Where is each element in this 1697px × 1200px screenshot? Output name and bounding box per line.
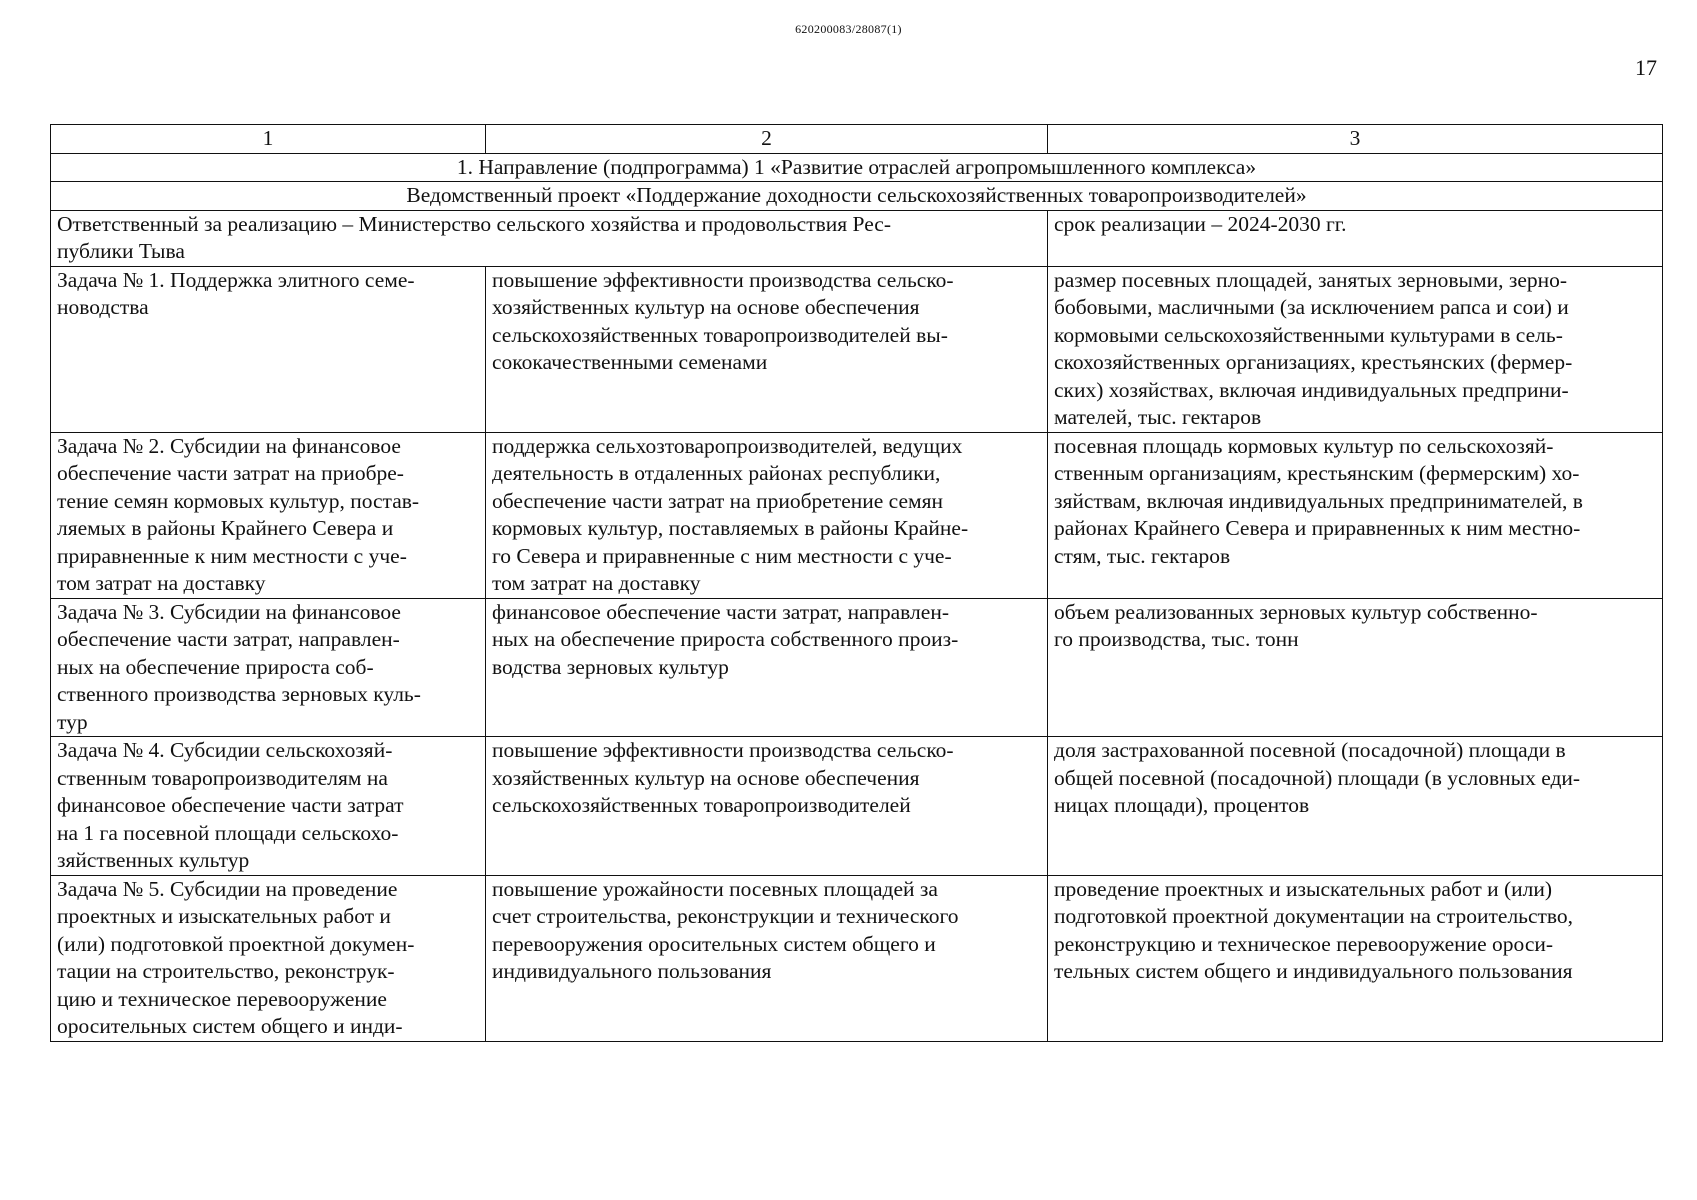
effect-cell: повышение эффективности производства сельско- хозяйственных культур на основе обеспечения сельскохозяйственных товаропроизводителей вы- сококачественными семенами xyxy=(486,266,1048,432)
table-row xyxy=(51,598,1663,737)
period-text: срок реализации – 2024-2030 гг. xyxy=(1048,210,1663,266)
program-table xyxy=(50,124,1663,1042)
effect-cell: финансовое обеспечение части затрат, направлен- ных на обеспечение прироста собственного произ- водства зерновых культур xyxy=(486,598,1048,737)
task-cell: Задача № 2. Субсидии на финансовое обеспечение части затрат на приобре- тение семян кормовых культур, постав- ляемых в районы Крайнего Севера и приравненные к ним местности с уче- том затрат на доставку xyxy=(51,432,486,598)
effect-cell: повышение урожайности посевных площадей за счет строительства, реконструкции и технического перевооружения оросительных систем общего и индивидуального пользования xyxy=(486,875,1048,1041)
direction-row xyxy=(51,153,1663,182)
project-title: Ведомственный проект «Поддержание доходности сельскохозяйственных товаропроизводителей» xyxy=(51,182,1663,211)
indicator-cell: объем реализованных зерновых культур собственно- го производства, тыс. тонн xyxy=(1048,598,1663,737)
direction-title: 1. Направление (подпрограмма) 1 «Развитие отраслей агропромышленного комплекса» xyxy=(51,153,1663,182)
table-row xyxy=(51,875,1663,1041)
column-number-3: 3 xyxy=(1048,125,1663,154)
page-number: 17 xyxy=(1635,55,1657,80)
indicator-cell: проведение проектных и изыскательных работ и (или) подготовкой проектной документации на строительство, реконструкцию и техническое перевооружение ороси- тельных систем общего и индивидуального пользования xyxy=(1048,875,1663,1041)
project-row xyxy=(51,182,1663,211)
task-cell: Задача № 5. Субсидии на проведение проектных и изыскательных работ и (или) подготовкой проектной докумен- тации на строительство, реконструк- цию и техническое перевооружение оросительных систем общего и инди- xyxy=(51,875,486,1041)
column-number-2: 2 xyxy=(486,125,1048,154)
document-id: 620200083/28087(1) xyxy=(795,22,902,36)
task-cell: Задача № 4. Субсидии сельскохозяй- ственным товаропроизводителям на финансовое обеспечение части затрат на 1 га посевной площади сельскохо- зяйственных культур xyxy=(51,737,486,876)
indicator-cell: размер посевных площадей, занятых зерновыми, зерно- бобовыми, масличными (за исключением рапса и сои) и кормовыми сельскохозяйственными культурами в сель- скохозяйственных организациях, крестьянских (фермер- ских) хозяйствах, включая индивидуальных предприни- мателей, тыс. гектаров xyxy=(1048,266,1663,432)
table-row xyxy=(51,737,1663,876)
responsible-row xyxy=(51,210,1663,266)
task-cell: Задача № 3. Субсидии на финансовое обеспечение части затрат, направлен- ных на обеспечение прироста соб- ственного производства зерновых куль- тур xyxy=(51,598,486,737)
responsible-text: Ответственный за реализацию – Министерство сельского хозяйства и продовольствия Рес- публики Тыва xyxy=(51,210,1048,266)
effect-cell: повышение эффективности производства сельско- хозяйственных культур на основе обеспечения сельскохозяйственных товаропроизводителей xyxy=(486,737,1048,876)
table-row xyxy=(51,266,1663,432)
indicator-cell: посевная площадь кормовых культур по сельскохозяй- ственным организациям, крестьянским (фермерским) хо- зяйствам, включая индивидуальных предпринимателей, в районах Крайнего Севера и приравненных к ним местно- стям, тыс. гектаров xyxy=(1048,432,1663,598)
table-row xyxy=(51,432,1663,598)
effect-cell: поддержка сельхозтоваропроизводителей, ведущих деятельность в отдаленных районах республики, обеспечение части затрат на приобретение семян кормовых культур, поставляемых в районы Крайне- го Севера и приравненные с ним местности с уче- том затрат на доставку xyxy=(486,432,1048,598)
indicator-cell: доля застрахованной посевной (посадочной) площади в общей посевной (посадочной) площади (в условных еди- ницах площади), процентов xyxy=(1048,737,1663,876)
column-number-1: 1 xyxy=(51,125,486,154)
column-number-row xyxy=(51,125,1663,154)
task-cell: Задача № 1. Поддержка элитного семе- новодства xyxy=(51,266,486,432)
